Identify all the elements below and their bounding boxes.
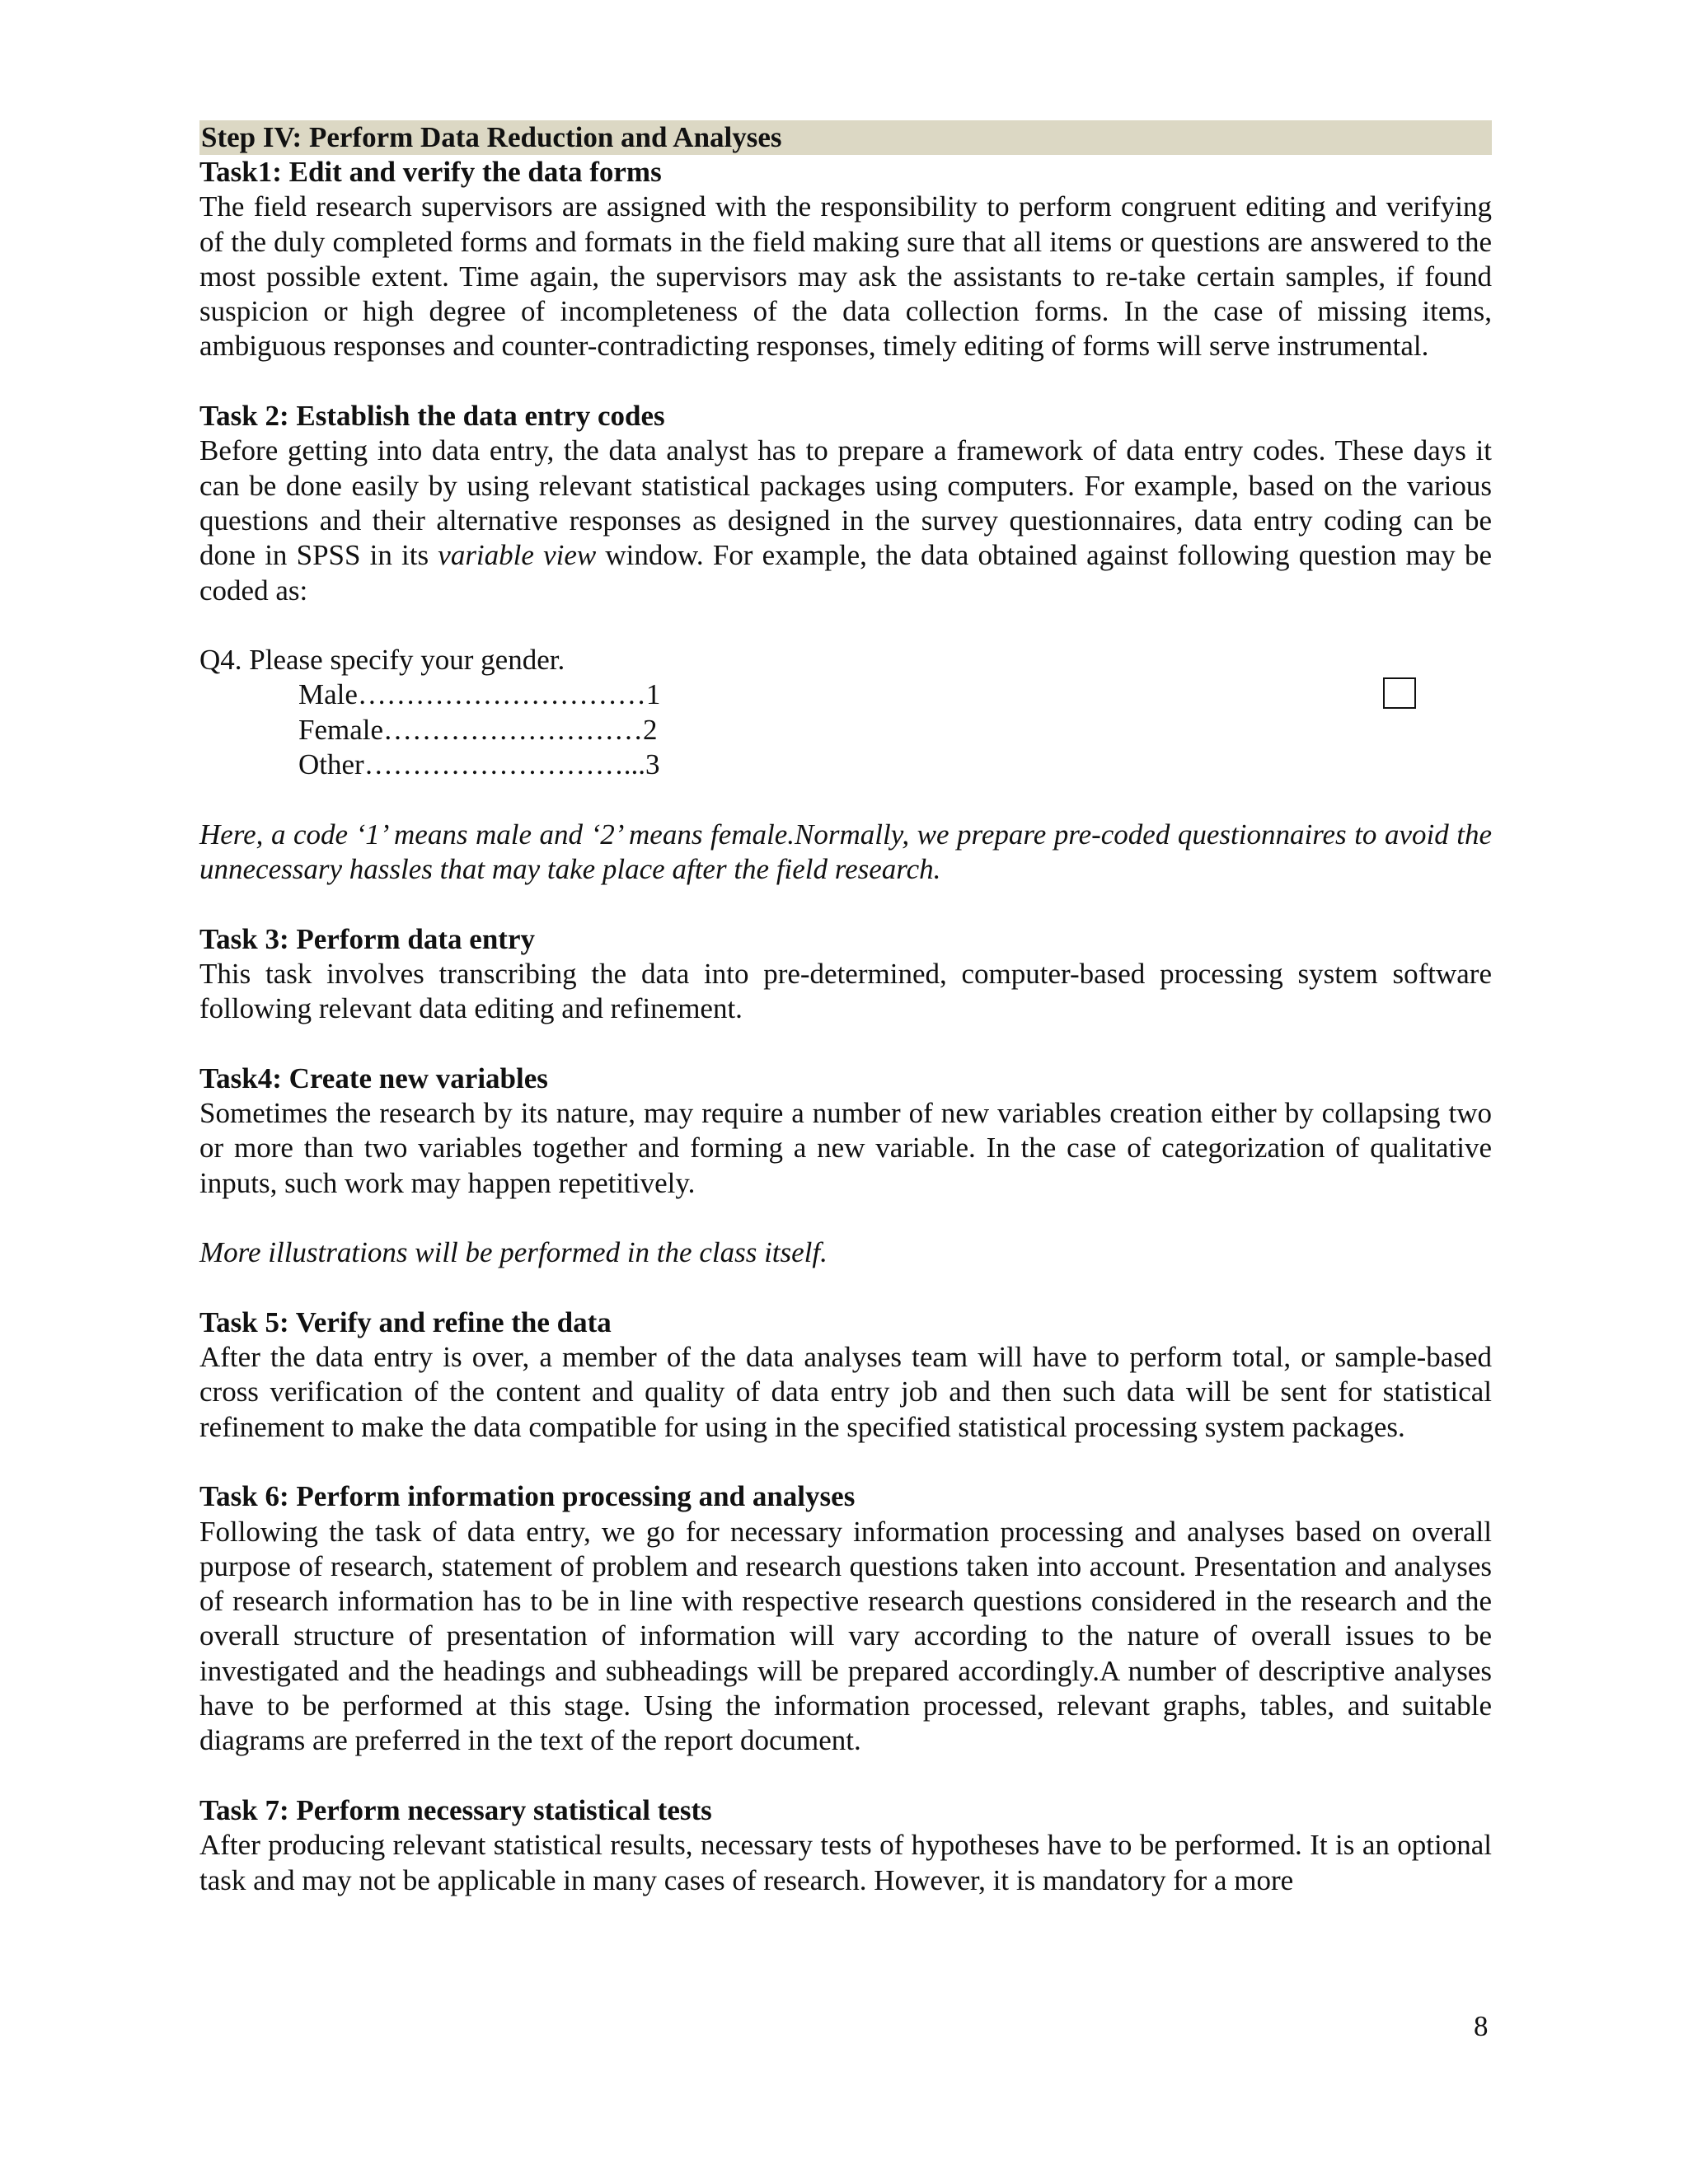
task-2-body-part-2: window. For example, the data obtained against following question may be coded as: xyxy=(199,539,1492,607)
task-5-heading: Task 5: Verify and refine the data xyxy=(199,1305,612,1338)
gender-question xyxy=(199,643,1492,782)
step-heading: Step IV: Perform Data Reduction and Analyses xyxy=(199,120,1492,155)
class-note: More illustrations will be performed in the class itself. xyxy=(199,1236,828,1269)
task-2-body-italic: variable view xyxy=(438,539,597,572)
coding-note: Here, a code ‘1’ means male and ‘2’ means female.Normally, we prepare pre-coded questionnaires to avoid the unnecessary hassles that may take place after the field research. xyxy=(199,818,1492,885)
task-2-heading: Task 2: Establish the data entry codes xyxy=(199,400,665,433)
answer-checkbox[interactable] xyxy=(1383,677,1416,709)
page-content xyxy=(199,120,1492,1898)
task-1-body: The field research supervisors are assigned with the responsibility to perform congruent editing and verifying of the duly completed forms and formats in the field making sure that all items or questions are answered to the most possible extent. Time again, the supervisors may ask the assistants to re-take certain samples, if found suspicion or high degree of incompleteness of the data collection forms. In the case of missing items, ambiguous responses and counter-contradicting responses, timely editing of forms will serve instrumental. xyxy=(199,190,1492,363)
task-6-body: Following the task of data entry, we go for necessary information processing and analyses based on overall purpose of research, statement of problem and research questions taken into account. Presentation and analyses of research information has to be in line with respective research questions considered in the research and the overall structure of presentation of information will vary according to the nature of overall issues to be investigated and the headings and subheadings will be prepared accordingly.A number of descriptive analyses have to be performed at this stage. Using the information processed, relevant graphs, tables, and suitable diagrams are preferred in the text of the report document. xyxy=(199,1515,1492,1757)
question-prompt: Q4. Please specify your gender. xyxy=(199,644,565,677)
option-female: Female………………………2 xyxy=(298,713,658,746)
task-3-body: This task involves transcribing the data into pre-determined, computer-based processing system software following relevant data editing and refinement. xyxy=(199,957,1492,1025)
task-2-body-part-1: Before getting into data entry, the data analyst has to prepare a framework of data entry codes. These days it can be done easily by using relevant statistical packages using computers. For example, based on the various questions and their alternative responses as designed in the survey questionnaires, data entry coding can be done in SPSS in its xyxy=(199,434,1492,572)
task-4-body: Sometimes the research by its nature, may require a number of new variables creation either by collapsing two or more than two variables together and forming a new variable. In the case of categorization of qualitative inputs, such work may happen repetitively. xyxy=(199,1097,1492,1199)
option-other: Other………………………...3 xyxy=(298,748,660,781)
page-number: 8 xyxy=(1474,2010,1489,2042)
task-3-heading: Task 3: Perform data entry xyxy=(199,922,535,955)
option-male: Male…………………………1 xyxy=(298,678,661,711)
task-4-heading: Task4: Create new variables xyxy=(199,1062,548,1094)
task-6-heading: Task 6: Perform information processing and analyses xyxy=(199,1480,856,1513)
task-7-heading: Task 7: Perform necessary statistical tests xyxy=(199,1793,712,1826)
task-7-body: After producing relevant statistical results, necessary tests of hypotheses have to be performed. It is an optional task and may not be applicable in many cases of research. However, it is mandatory for a more xyxy=(199,1829,1492,1896)
task-5-body: After the data entry is over, a member of the data analyses team will have to perform total, or sample-based cross verification of the content and quality of data entry job and then such data will be sent for statistical refinement to make the data compatible for using in the specified statistical processing system packages. xyxy=(199,1341,1492,1443)
task-2-body xyxy=(199,434,1492,607)
task-1-heading: Task1: Edit and verify the data forms xyxy=(199,156,662,188)
